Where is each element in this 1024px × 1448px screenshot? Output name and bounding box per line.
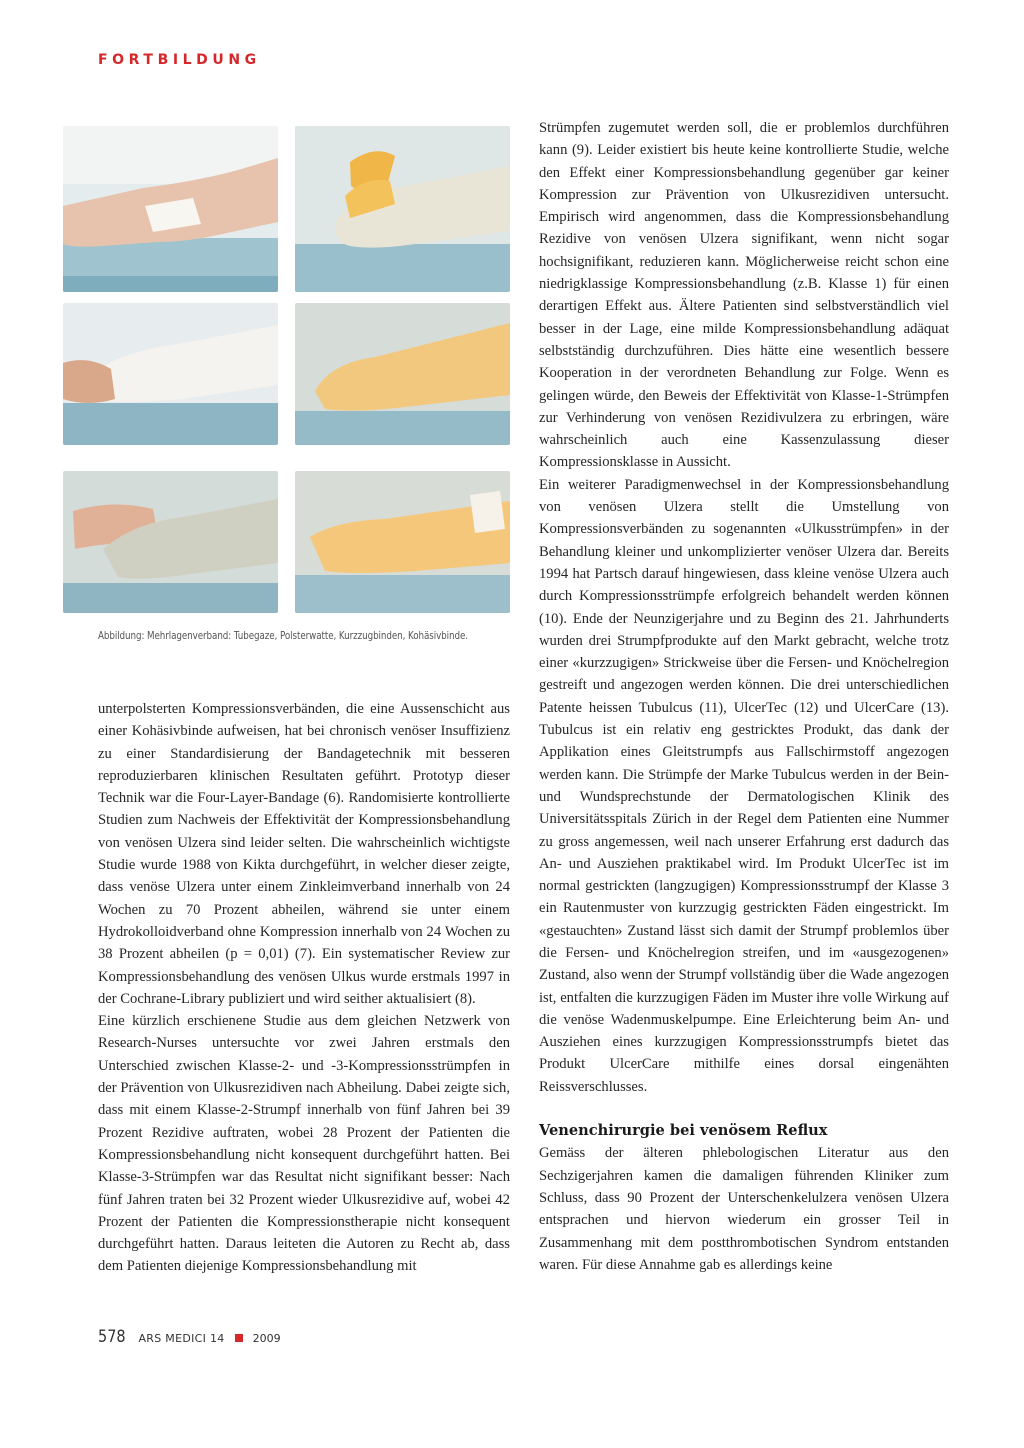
photo-3-short-stretch xyxy=(63,303,278,445)
photo-5-cohesive xyxy=(63,471,278,613)
page-number: 578 xyxy=(98,1327,126,1347)
photo-2-padding xyxy=(295,126,510,292)
left-paragraph-2: Eine kürzlich erschienene Studie aus dem gleichen Netzwerk von Research-Nurses untersuchte vor zwei Jahren erstmals den Unterschied zwischen Klasse-2- und -3-Kompressionsstrümpfen in der Prävention von Ulkusrezidiven nach Abheilung. Dabei zeigte sich, dass mit einem Klasse-2-Strumpf innerhalb von fünf Jahren bei 39 Prozent Rezidive auftraten, wobei 28 Prozent der Patienten die Kompressionsbehandlung nicht konsequent durchgeführt hatten. Bei Klasse-3-Strümpfen war das Resultat nicht signifikant besser: Nach fünf Jahren traten bei 32 Prozent wieder Ulkusrezidive auf, wobei 42 Prozent der Patienten die Kompressionstherapie nicht konsequent durchgeführt hatten. Daraus leiteten die Autoren zu Recht ab, dass dem Patienten diejenige Kompressionsbehandlung mit xyxy=(98,1013,510,1275)
right-paragraph-3: Gemäss der älteren phlebologischen Literatur aus den Sechzigerjahren kamen die damaligen führenden Kliniker zum Schluss, dass 90 Prozent der Unterschenkelulzera venösen Ulzera entsprachen und hiervon wiederum ein grosser Teil in Zusammenhang mit dem postthrombotischen Syndrom entstanden waren. Für diese Annahme gab es allerdings keine xyxy=(539,1145,949,1273)
publication-year: 2009 xyxy=(252,1332,281,1345)
red-square-icon xyxy=(235,1334,243,1342)
section-header: FORTBILDUNG xyxy=(98,52,261,68)
photo-1-tubegaze xyxy=(63,126,278,292)
page-footer xyxy=(98,1327,281,1347)
photo-6-final-bandage xyxy=(295,471,510,613)
left-paragraph-1: unterpolsterten Kompressionsverbänden, die eine Aussenschicht aus einer Kohäsivbinde aufweisen, hat bei chronisch venöser Insuffizienz zu einer Standardisierung der Bandagetechnik mit besseren reproduzierbaren klinischen Resultaten geführt. Prototyp dieser Technik war die Four-Layer-Bandage (6). Randomisierte kontrollierte Studien zum Nachweis der Effektivität der Kompressionsbehandlung von venösen Ulzera sind leider selten. Die wahrscheinlich wichtigste Studie wurde 1988 von Kikta durchgeführt, in welcher dieser zeigte, dass venöse Ulzera unter einem Zinkleimverband innerhalb von 24 Wochen zu 70 Prozent abheilen, während sie unter einem Hydrokolloidverband ohne Kompression innerhalb von 24 Wochen zu 38 Prozent abheilen (p = 0,01) (7). Ein systematischer Review zur Kompressionsbehandlung des venösen Ulkus wurde erstmals 1997 in der Cochrane-Library publiziert und wird seither aktualisiert (8). xyxy=(98,701,510,1007)
section-subheading: Venenchirurgie bei venösem Reflux xyxy=(539,1122,828,1140)
figure-caption: Abbildung: Mehrlagenverband: Tubegaze, Polsterwatte, Kurzzugbinden, Kohäsivbinde. xyxy=(98,631,468,642)
photo-4-short-stretch-complete xyxy=(295,303,510,445)
right-column xyxy=(539,117,949,1276)
left-column xyxy=(98,698,510,1278)
right-paragraph-2: Ein weiterer Paradigmenwechsel in der Kompressionsbehandlung von venösen Ulzera stellt die Umstellung von Kompressionsverbänden zu sogenannten «Ulkusstrümpfen» in der Behandlung kleiner und unkomplizierter venöser Ulzera dar. Bereits 1994 hat Partsch darauf hingewiesen, dass kleine venöse Ulzera auch durch Kompressionsstrümpfe erfolgreich behandelt werden können (10). Ende der Neunzigerjahre und zu Beginn des 21. Jahrhunderts wurden drei Strumpfprodukte auf den Markt gebracht, welche trotz einer «kurzzugigen» Strickweise über die Fersen- und Knöchelregion gestreift und angezogen werden können. Die drei unterschiedlichen Patente heissen Tubulcus (11), UlcerTec (12) und UlcerCare (13). Tubulcus ist ein relativ eng gestricktes Produkt, das dank der Applikation eines Gleitstrumpfs aus Fallschirmstoff angezogen werden kann. Die Strümpfe der Marke Tubulcus werden in der Bein- und Wundsprechstunde der Dermatologischen Klinik des Universitätsspitals Zürich in der Regel dem Patienten eine Nummer zu gross angemessen, weil nach unserer Erfahrung erst dadurch das An- und Ausziehen praktikabel wird. Im Produkt UlcerTec ist im normal gestrickten (langzugigen) Kompressionsstrumpf der Klasse 3 ein Rautenmuster von kurzzugig gestrickten Fäden eingestrickt. Im «gestauchten» Zustand lässt sich damit der Strumpf problemlos über die Fersen- und Knöchelregion streifen, und im «ausgezogenen» Zustand, also wenn der Strumpf vollständig über die Wade angezogen ist, entfalten die kurzzugigen Fäden im Muster ihre volle Wirkung auf die venöse Wadenmuskelpumpe. Eine Erleichterung beim An- und Ausziehen eines kurzzugigen Kompressionsstrumpfs bietet das Produkt UlcerCare mithilfe eines dorsal eingenähten Reissverschlusses. xyxy=(539,476,949,1095)
journal-name: ARS MEDICI 14 xyxy=(138,1332,225,1345)
right-paragraph-1: Strümpfen zugemutet werden soll, die er problemlos durchführen kann (9). Leider existiert bis heute keine kontrollierte Studie, welche den Effekt einer Kompressionsbehandlung gegenüber gar keiner Kompression zur Prävention von Ulkusrezidiven untersucht. Empirisch wird angenommen, dass die Kompressionsbehandlung Rezidive von venösen Ulzera signifikant, wenn nicht sogar hochsignifikant, reduzieren kann. Möglicherweise reicht schon eine niedrigklassige Kompressionsbehandlung (z.B. Klasse 1) für einen derartigen Effekt aus. Ältere Patienten sind selbstverständlich viel besser in der Lage, eine milde Kompressionsbehandlung adäquat selbstständig durchzuführen. Dies hätte eine wesentlich bessere Kooperation in der verordneten Behandlung zur Folge. Wenn es gelingen würde, den Beweis der Effektivität von Klasse-1-Strümpfen zur Verhinderung von venösen Rezidivulzera zu erbringen, wäre wahrscheinlich auch eine Kassenzulassung dieser Kompressionsklasse in Aussicht. xyxy=(539,120,949,471)
